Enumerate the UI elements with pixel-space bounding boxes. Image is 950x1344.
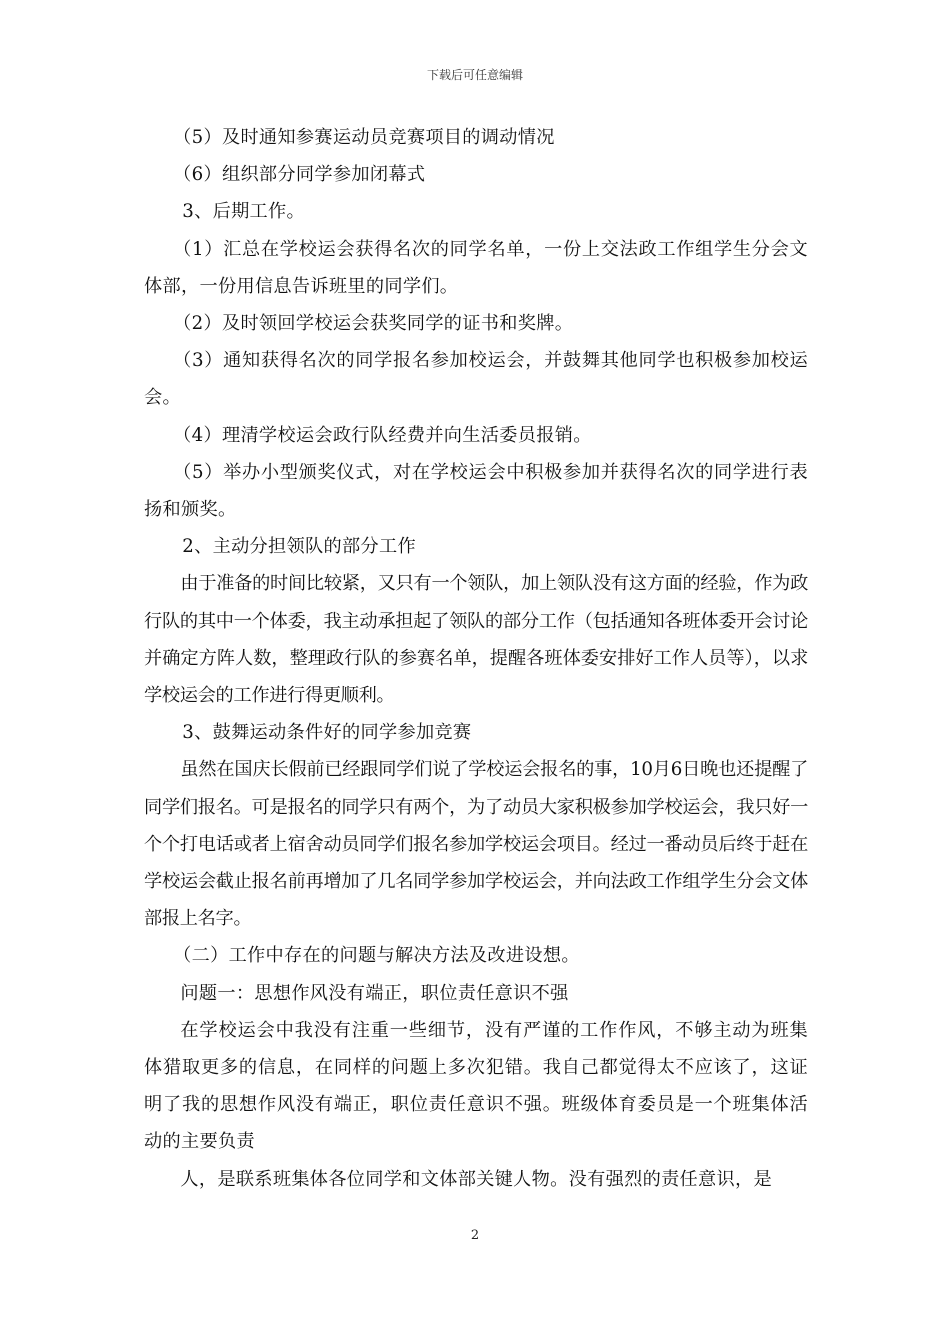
section-heading: 3、鼓舞运动条件好的同学参加竞赛 — [182, 722, 472, 744]
page-header-note: 下载后可任意编辑 — [426, 68, 523, 82]
section-heading: 3、后期工作。 — [182, 201, 306, 223]
section-heading: （二）工作中存在的问题与解决方法及改进设想。 — [173, 945, 580, 967]
section-heading: 2、主动分担领队的部分工作 — [182, 536, 416, 558]
document-body — [144, 119, 808, 1198]
page-number: 2 — [470, 1228, 480, 1243]
paragraph: （3）通知获得名次的同学报名参加校运会，并鼓舞其他同学也积极参加校运会。 — [144, 350, 808, 409]
paragraph: 虽然在国庆长假前已经跟同学们说了学校运会报名的事，10月6日晚也还提醒了同学们报名。可是报名的同学只有两个，为了动员大家积极参加学校运会，我只好一个个打电话或者上宿舍动员同学们报名参加学校运会项目。经过一番动员后终于赶在学校运会截止报名前再增加了几名同学参加学校运会，并向法政工作组学生分会文体部报上名字。 — [144, 759, 808, 930]
paragraph: （4）理清学校运会政行队经费并向生活委员报销。 — [173, 424, 592, 446]
problem-heading: 问题一：思想作风没有端正，职位责任意识不强 — [180, 982, 569, 1004]
paragraph: （5）及时通知参赛运动员竞赛项目的调动情况 — [173, 127, 555, 148]
paragraph: （6）组织部分同学参加闭幕式 — [173, 164, 426, 186]
paragraph: 人，是联系班集体各位同学和文体部关键人物。没有强烈的责任意识，是 — [180, 1168, 772, 1190]
paragraph: （5）举办小型颁奖仪式，对在学校运会中积极参加并获得名次的同学进行表扬和颁奖。 — [144, 461, 808, 521]
paragraph: 由于准备的时间比较紧，又只有一个领队，加上领队没有这方面的经验，作为政行队的其中一个体委，我主动承担起了领队的部分工作（包括通知各班体委开会讨论并确定方阵人数，整理政行队的参赛名单，提醒各班体委安排好工作人员等），以求学校运会的工作进行得更顺利。 — [144, 573, 808, 707]
paragraph: （2）及时领回学校运会获奖同学的证书和奖牌。 — [173, 313, 574, 335]
paragraph: （1）汇总在学校运会获得名次的同学名单，一份上交法政工作组学生分会文体部，一份用信息告诉班里的同学们。 — [144, 238, 808, 297]
paragraph: 在学校运会中我没有注重一些细节，没有严谨的工作作风，不够主动为班集体猎取更多的信息，在同样的问题上多次犯错。我自己都觉得太不应该了，这证明了我的思想作风没有端正，职位责任意识不强。班级体育委员是一个班集体活动的主要负责 — [144, 1019, 808, 1153]
